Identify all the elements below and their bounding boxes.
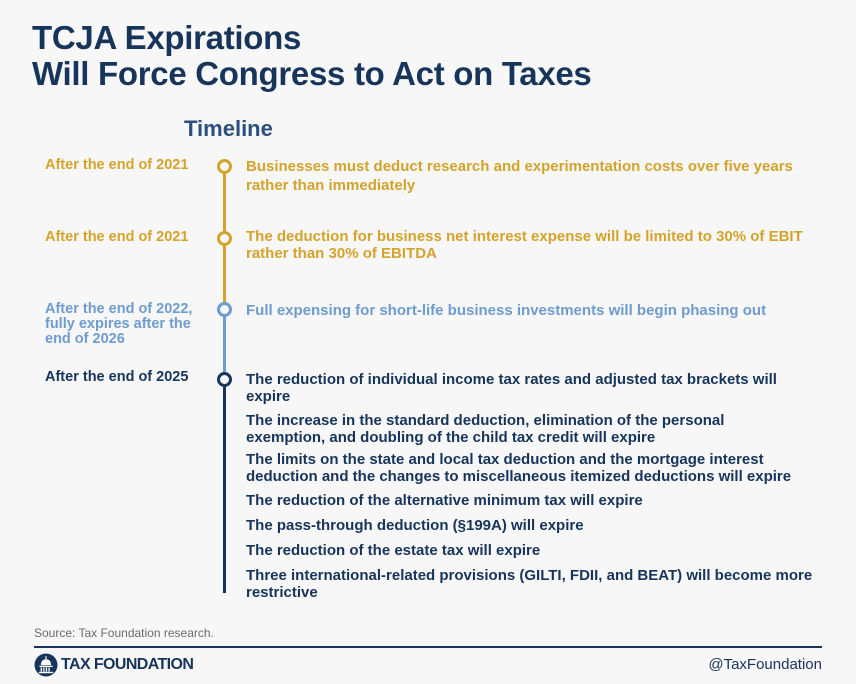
capitol-dome-icon — [34, 653, 58, 677]
milestone-marker — [217, 302, 232, 317]
timeline-heading: Timeline — [184, 116, 273, 141]
milestone-item: The reduction of the alternative minimum tax will expire — [246, 492, 643, 509]
milestone-item: Three international-related provisions (GILTI, FDII, and BEAT) will become more restrictive — [246, 567, 813, 601]
milestone-date: After the end of 2021 — [45, 157, 189, 173]
footer-divider — [34, 646, 822, 648]
logo-text: TAX FOUNDATION — [61, 656, 194, 673]
source-note: Source: Tax Foundation research. — [34, 626, 214, 640]
timeline-segment-blue — [223, 308, 226, 378]
milestone-date: After the end of 2021 — [45, 229, 189, 245]
milestone-item: The increase in the standard deduction, elimination of the personal exemption, and doubling of the child tax credit will expire — [246, 412, 725, 446]
social-handle: @TaxFoundation — [708, 656, 822, 673]
milestone-item: Full expensing for short-life business investments will begin phasing out — [246, 302, 767, 319]
milestone-date: After the end of 2022, fully expires after the end of 2026 — [45, 301, 193, 347]
timeline-segment-navy — [223, 378, 226, 593]
milestone-item: The pass-through deduction (§199A) will expire — [246, 517, 584, 534]
milestone-marker — [217, 372, 232, 387]
tax-foundation-logo — [34, 653, 193, 677]
page-title — [32, 20, 591, 92]
title-line-1: TCJA Expirations — [32, 19, 302, 56]
milestone-item: The reduction of the estate tax will expire — [246, 542, 541, 559]
milestone-item: Businesses must deduct research and experimentation costs over five years rather than immediately — [246, 158, 793, 194]
milestone-marker — [217, 231, 232, 246]
milestone-marker — [217, 159, 232, 174]
milestone-item: The reduction of individual income tax rates and adjusted tax brackets will expire — [246, 371, 777, 405]
milestone-item: The limits on the state and local tax deduction and the mortgage interest deduction and the changes to miscellaneous itemized deductions will expire — [246, 451, 792, 485]
milestone-date: After the end of 2025 — [45, 369, 189, 385]
milestone-item: The deduction for business net interest expense will be limited to 30% of EBIT rather than 30% of EBITDA — [246, 228, 803, 262]
title-line-2: Will Force Congress to Act on Taxes — [32, 55, 592, 92]
